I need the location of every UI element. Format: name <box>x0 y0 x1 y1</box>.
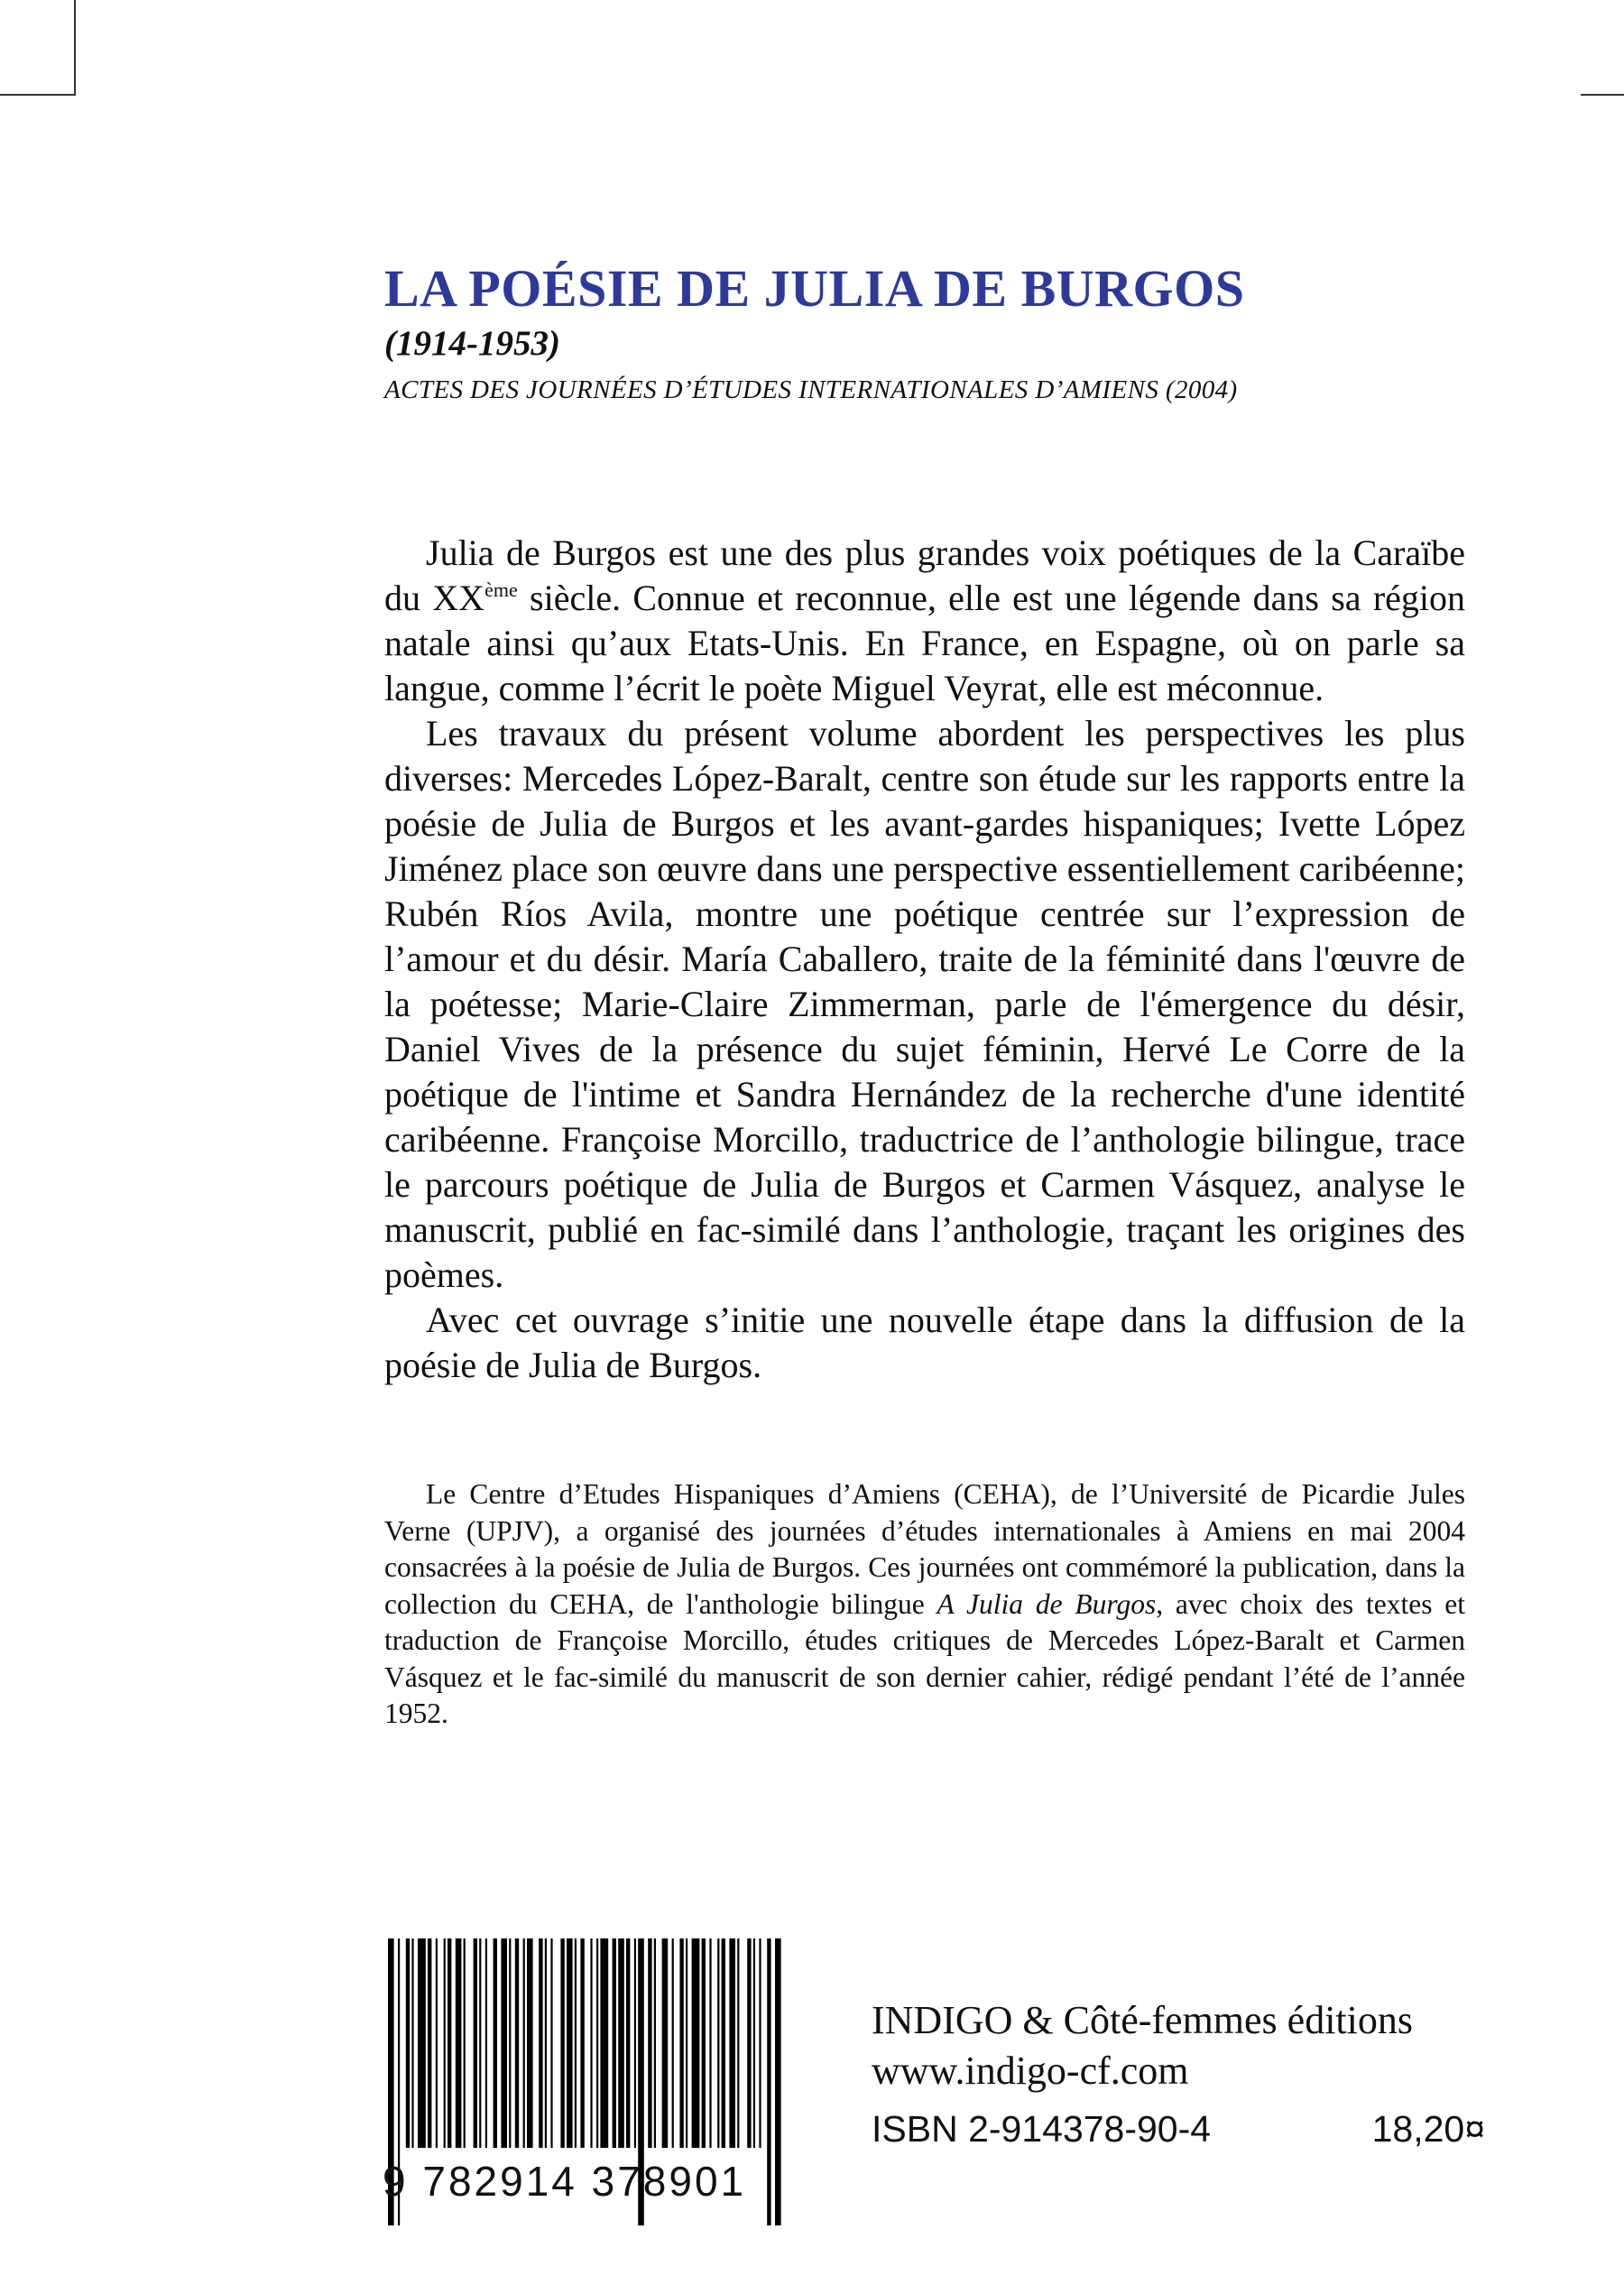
crop-mark-top-left-horizontal <box>0 94 76 96</box>
barcode-bar <box>590 1938 592 2148</box>
barcode-bar <box>448 1938 451 2148</box>
barcode-bar <box>775 1938 781 2225</box>
barcode-bar <box>662 1938 669 2148</box>
crop-mark-top-left-vertical <box>74 0 76 94</box>
price: 18,20¤ <box>1371 2108 1485 2150</box>
ceha-note <box>384 1476 1465 1733</box>
paragraph-1-text-b: siècle. Connue et reconnue, elle est une légende dans sa région natale ainsi qu’aux Etats-Unis. En France, en Espagne, où on parle sa langue, comme l’écrit le poète Miguel Veyrat, elle est méconnue. <box>384 578 1466 708</box>
publisher-website: www.indigo-cf.com <box>872 2049 1189 2093</box>
barcode-bar <box>596 1938 598 2148</box>
barcode-bar <box>560 1938 564 2148</box>
description-body <box>384 531 1465 1388</box>
barcode-bar <box>767 1938 770 2225</box>
ceha-note-paragraph <box>384 1476 1465 1733</box>
barcode-bar <box>747 1938 751 2148</box>
book-dates: (1914-1953) <box>384 324 560 363</box>
barcode-bar <box>702 1938 706 2148</box>
barcode-bar <box>709 1938 711 2148</box>
barcode-bar <box>654 1938 656 2148</box>
isbn-row <box>872 2108 1485 2159</box>
barcode-bar <box>737 1938 739 2148</box>
barcode-bar <box>474 1938 477 2148</box>
barcode-bar <box>575 1938 577 2148</box>
barcode-bar <box>618 1938 624 2148</box>
anthology-title: A Julia de Burgos <box>937 1587 1157 1620</box>
barcode-bar <box>479 1938 481 2148</box>
barcode-bar <box>418 1938 426 2148</box>
barcode-bar <box>580 1938 584 2148</box>
barcode-bar <box>485 1938 487 2148</box>
barcode-bar <box>567 1938 573 2148</box>
description-paragraph-2: Les travaux du présent volume abordent les perspectives les plus diverses: Mercedes López-Baralt, centre son étude sur les rapports entre la poésie de Julia de Burgos et les avant-gardes hispaniques; Ivette López Jiménez place son œuvre dans une perspective essentiellement caribéenne; Rubén Ríos Avila, montre une poétique centrée sur l’expression de l’amour et du désir. María Caballero, traite de la féminité dans l'œuvre de la poétesse; Marie-Claire Zimmerman, parle de l'émergence du désir, Daniel Vives de la présence du sujet féminin, Hervé Le Corre de la poétique de l'intime et Sandra Hernández de la recherche d'une identité caribéenne. Françoise Morcillo, traductrice de l’anthologie bilingue, trace le parcours poétique de Julia de Burgos et Carmen Vásquez, analyse le manuscrit, publié en fac-similé dans l’anthologie, traçant les origines des poèmes. <box>384 713 1465 1295</box>
barcode-bar <box>600 1938 608 2148</box>
barcode-bar <box>550 1938 552 2148</box>
barcode-bar <box>523 1938 525 2148</box>
barcode-bar <box>722 1938 725 2148</box>
barcode-bar <box>428 1938 431 2148</box>
barcode-bar <box>679 1938 683 2148</box>
barcode-bar <box>494 1938 497 2148</box>
barcode-digits: 9 782914 378901 <box>383 2158 747 2205</box>
barcode-bar <box>527 1938 533 2148</box>
barcode-bar <box>501 1938 507 2148</box>
description-paragraph-3: Avec cet ouvrage s’initie une nouvelle étape dans la diffusion de la poésie de Julia de Burgos. <box>384 1300 1465 1385</box>
paragraph-1-text-a: Julia de Burgos est une des plus grandes voix poétiques de la Caraïbe du XX <box>384 532 1465 618</box>
barcode-bar <box>686 1938 687 2148</box>
book-subtitle: ACTES DES JOURNÉES D’ÉTUDES INTERNATIONALES D’AMIENS (2004) <box>384 375 1238 404</box>
barcode-bar <box>729 1938 735 2148</box>
barcode-bar <box>444 1938 446 2148</box>
barcode-bar <box>753 1938 755 2148</box>
barcode-bar <box>456 1938 462 2148</box>
barcode-bar <box>717 1938 719 2148</box>
barcode-bar <box>692 1938 700 2148</box>
crop-mark-top-right-horizontal <box>1581 94 1624 96</box>
barcode-bar <box>672 1938 674 2148</box>
ceha-note-text-a: Le Centre d’Etudes Hispaniques d’Amiens (CEHA), de l’Université de Picardie Jules Verne (UPJV), a organisé des journées d’études internationales à Amiens en mai 2004 consacrées à la poésie de Julia de Burgos. Ces journées ont commémoré la publication, dans la collection du CEHA, de l'anthologie bilingue <box>384 1478 1465 1620</box>
isbn: ISBN 2-914378-90-4 <box>872 2108 1212 2150</box>
book-title: LA POÉSIE DE JULIA DE BURGOS <box>384 259 1245 318</box>
barcode-bar <box>759 1938 761 2148</box>
publisher-block <box>872 1996 1413 2097</box>
barcode-bar <box>634 1938 636 2148</box>
barcode-bar <box>626 1938 630 2148</box>
barcode-bar <box>406 1938 410 2148</box>
barcode-bar <box>648 1938 651 2148</box>
publisher-name: INDIGO & Côté-femmes éditions <box>872 1998 1413 2042</box>
ceha-note-text-b: , avec choix des textes et traduction de Françoise Morcillo, études critiques de Mercedes López-Baralt et Carmen Vásquez et le fac-similé du manuscrit de son dernier cahier, rédigé pendant l’été de l’année 1952. <box>384 1587 1465 1729</box>
barcode-bar <box>464 1938 466 2148</box>
century-superscript: ème <box>484 578 518 601</box>
description-paragraph-1 <box>384 531 1465 711</box>
barcode-bar <box>436 1938 438 2148</box>
barcode-bar <box>613 1938 616 2148</box>
barcode-bar <box>515 1938 519 2148</box>
barcode-bar <box>509 1938 511 2148</box>
barcode-bar <box>545 1938 547 2148</box>
barcode-bar <box>539 1938 542 2148</box>
barcode-bar <box>411 1938 413 2148</box>
